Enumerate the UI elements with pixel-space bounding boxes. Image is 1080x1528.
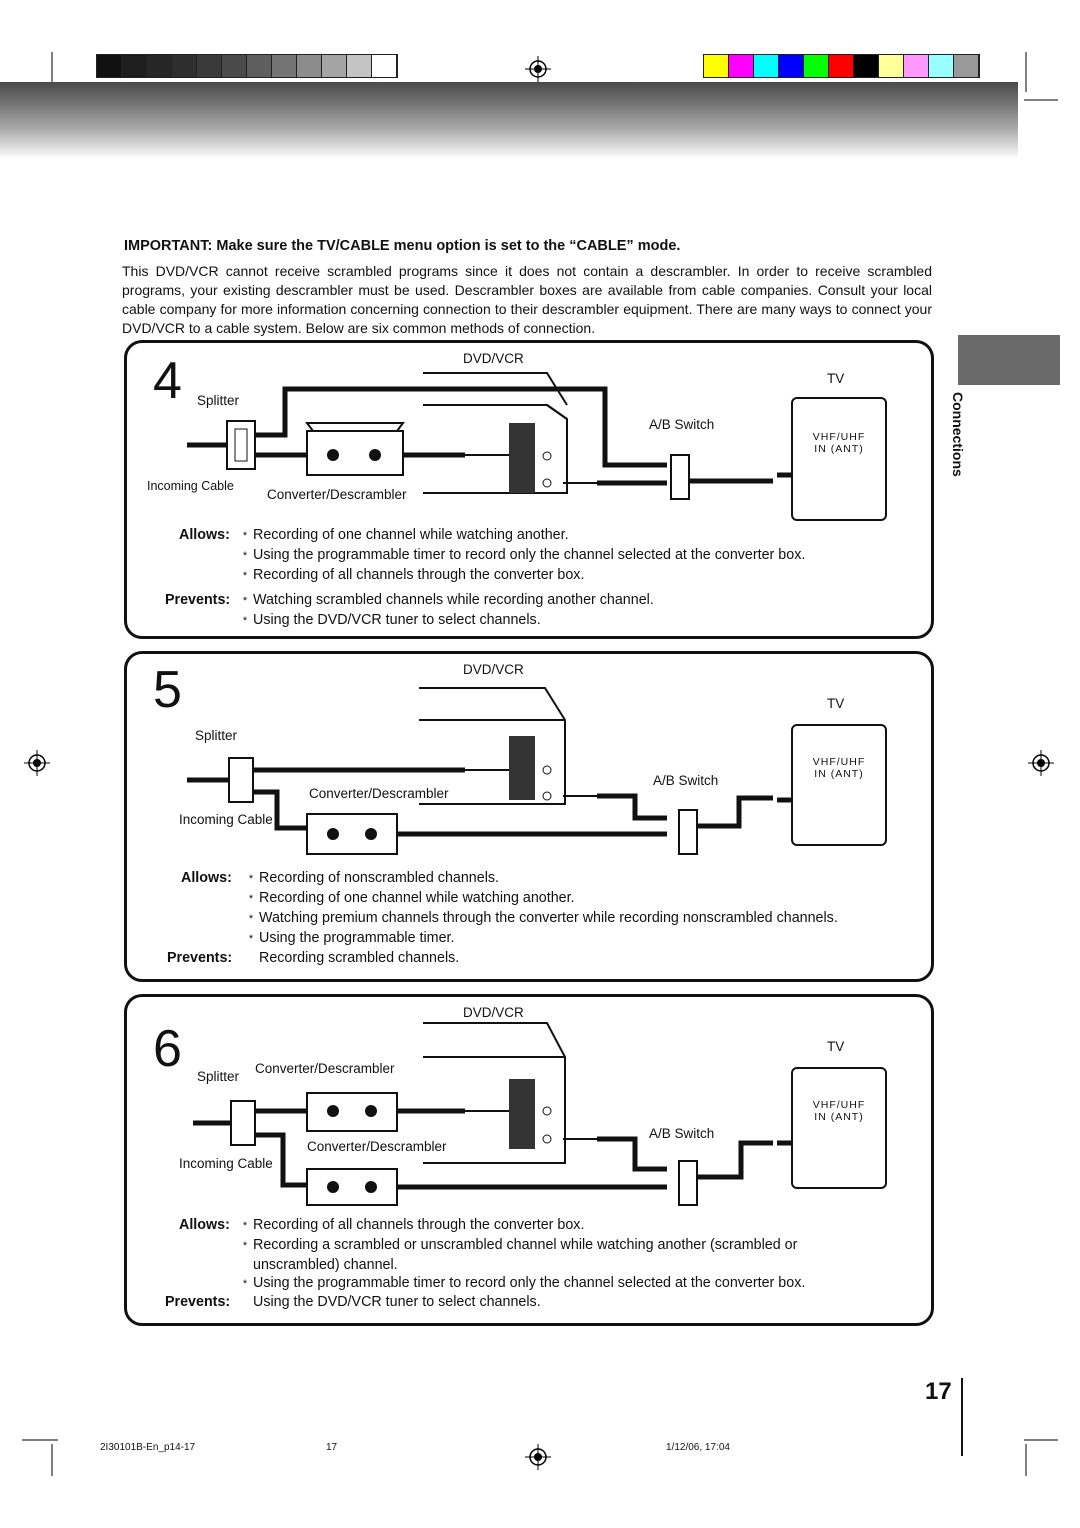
color-swatch — [904, 55, 929, 77]
allows-label: Allows: — [181, 870, 232, 886]
tv-label: TV — [827, 696, 845, 711]
footer-file: 2I30101B-En_p14-17 — [100, 1442, 196, 1453]
panel-number: 5 — [153, 661, 182, 719]
page-number: 17 — [925, 1378, 952, 1405]
footer-date: 1/12/06, 17:04 — [666, 1442, 730, 1453]
ab-switch-label: A/B Switch — [653, 773, 719, 788]
prevents-label: Prevents: — [165, 1294, 231, 1310]
allows-item: Recording of all channels through the converter box. — [253, 1217, 585, 1233]
tv-box — [791, 397, 887, 521]
page-number-rule — [961, 1378, 963, 1456]
incoming-cable-label: Incoming Cable — [179, 1156, 273, 1171]
prevents-item: Using the DVD/VCR tuner to select channels. — [253, 1294, 541, 1310]
allows-item: unscrambled) channel. — [253, 1257, 398, 1273]
crop-mark-bottom-right — [1020, 1424, 1060, 1489]
prevents-item: Using the DVD/VCR tuner to select channels. — [253, 612, 541, 628]
allows-item: Recording of nonscrambled channels. — [259, 870, 500, 886]
tv-label: TV — [827, 1039, 845, 1054]
color-swatch — [754, 55, 779, 77]
crop-mark-top-right — [1020, 52, 1060, 102]
incoming-cable-label: Incoming Cable — [179, 812, 273, 827]
color-swatch — [97, 55, 122, 77]
connection-panel-6: 6 DVD/VCR TV Converter/Descrambler Splitter A/B Switch Converter/Descrambler Incoming Cable VHF/UHF IN (ANT) Allows: * Recording of all channels through the converter box. * Recording a scrambled or unscrambled channel while watching another (scrambled or unscrambled) channel. * Using the programmable timer to record only the channel selected at the converter box. Prevents: Using the DVD/VCR tuner to select channels. — [124, 994, 934, 1326]
dvdvcr-label: DVD/VCR — [463, 662, 524, 677]
allows-item: Watching premium channels through the converter while recording nonscrambled channels. — [259, 910, 838, 926]
color-swatch — [729, 55, 754, 77]
color-swatch — [929, 55, 954, 77]
tv-input-label: VHF/UHF — [812, 431, 866, 443]
incoming-cable-label: Incoming Cable — [147, 479, 234, 493]
registration-mark-icon — [525, 56, 551, 87]
tv-box — [791, 724, 887, 846]
splitter-label: Splitter — [197, 393, 240, 408]
prevents-label: Prevents: — [167, 950, 233, 966]
ab-switch-label: A/B Switch — [649, 417, 715, 432]
gray-swatch-bar — [96, 54, 398, 78]
connection-panel-5: 5 DVD/VCR TV Splitter A/B Switch Converter/Descrambler Incoming Cable VHF/UHF IN (ANT) Allows: * Recording of nonscrambled channels. * Recording of one channel while watching another. * Watching premium channels through the converter while recording nonscrambled channels. * Using the programmable timer. Prevents: Recording scrambled channels. — [124, 651, 934, 982]
prevents-item: Watching scrambled channels while recording another channel. — [253, 592, 654, 608]
section-tab-label: Connections — [950, 392, 966, 477]
converter-label: Converter/Descrambler — [307, 1139, 447, 1154]
panel-number: 4 — [153, 352, 182, 410]
allows-item: Using the programmable timer to record only the channel selected at the converter box. — [253, 1275, 806, 1291]
dvdvcr-label: DVD/VCR — [463, 1005, 524, 1020]
prevents-item: Recording scrambled channels. — [259, 950, 460, 966]
color-swatch — [829, 55, 854, 77]
color-swatch — [347, 55, 372, 77]
converter-label: Converter/Descrambler — [309, 786, 449, 801]
color-swatch-bar — [703, 54, 980, 78]
color-swatch — [854, 55, 879, 77]
intro-paragraph: This DVD/VCR cannot receive scrambled programs since it does not contain a descrambler. In order to receive scrambled programs, your existing descrambler must be used. Descrambler boxes are available from cable companies. Consult your local cable company for more information concerning connection to their descrambler equipment. There are many ways to connect your DVD/VCR to a cable system. Below are six common methods of connection. — [122, 263, 932, 336]
color-swatch — [954, 55, 979, 77]
tv-input-sublabel: IN (ANT) — [814, 768, 864, 780]
color-swatch — [197, 55, 222, 77]
splitter-label: Splitter — [197, 1069, 240, 1084]
tv-input-sublabel: IN (ANT) — [814, 1111, 864, 1123]
color-swatch — [879, 55, 904, 77]
color-swatch — [372, 55, 397, 77]
color-swatch — [297, 55, 322, 77]
dvdvcr-label: DVD/VCR — [463, 351, 524, 366]
registration-mark-icon — [525, 1444, 551, 1475]
footer-page: 17 — [326, 1442, 338, 1453]
converter-label: Converter/Descrambler — [267, 487, 407, 502]
tv-input-label: VHF/UHF — [812, 756, 866, 768]
color-swatch — [272, 55, 297, 77]
color-swatch — [172, 55, 197, 77]
color-swatch — [804, 55, 829, 77]
splitter-label: Splitter — [195, 728, 238, 743]
allows-item: Recording a scrambled or unscrambled channel while watching another (scrambled or — [253, 1237, 798, 1253]
important-heading: IMPORTANT: Make sure the TV/CABLE menu option is set to the “CABLE” mode. — [124, 238, 681, 254]
color-swatch — [779, 55, 804, 77]
color-swatch — [122, 55, 147, 77]
color-swatch — [222, 55, 247, 77]
registration-mark-icon — [1028, 750, 1054, 781]
crop-mark-bottom-left — [22, 1424, 82, 1489]
converter-label: Converter/Descrambler — [255, 1061, 395, 1076]
ab-switch-label: A/B Switch — [649, 1126, 715, 1141]
tv-label: TV — [827, 371, 845, 386]
allows-item: Using the programmable timer. — [259, 930, 455, 946]
tv-input-sublabel: IN (ANT) — [814, 443, 864, 455]
allows-label: Allows: — [179, 1217, 230, 1233]
color-swatch — [322, 55, 347, 77]
tv-box — [791, 1067, 887, 1189]
color-swatch — [147, 55, 172, 77]
prevents-label: Prevents: — [165, 592, 231, 608]
color-swatch — [247, 55, 272, 77]
allows-label: Allows: — [179, 527, 230, 543]
tv-input-label: VHF/UHF — [812, 1099, 866, 1111]
connection-panel-4: 4 DVD/VCR TV Splitter A/B Switch Incoming Cable Converter/Descrambler VHF/UHF IN (ANT) Allows: * Recording of one channel while watching another. * Using the programmable timer to record only the channel selected at the converter box. * Recording of all channels through the converter box. Prevents: * Watching scrambled channels while recording another channel. * Using the DVD/VCR tuner to select channels. — [124, 340, 934, 639]
allows-item: Recording of one channel while watching another. — [259, 890, 575, 906]
allows-item: Recording of all channels through the converter box. — [253, 567, 585, 583]
panel-number: 6 — [153, 1020, 182, 1078]
header-gradient-band — [0, 82, 1018, 158]
allows-item: Recording of one channel while watching another. — [253, 527, 569, 543]
allows-item: Using the programmable timer to record only the channel selected at the converter box. — [253, 547, 806, 563]
color-swatch — [704, 55, 729, 77]
registration-mark-icon — [24, 750, 50, 781]
section-tab — [958, 335, 1060, 385]
